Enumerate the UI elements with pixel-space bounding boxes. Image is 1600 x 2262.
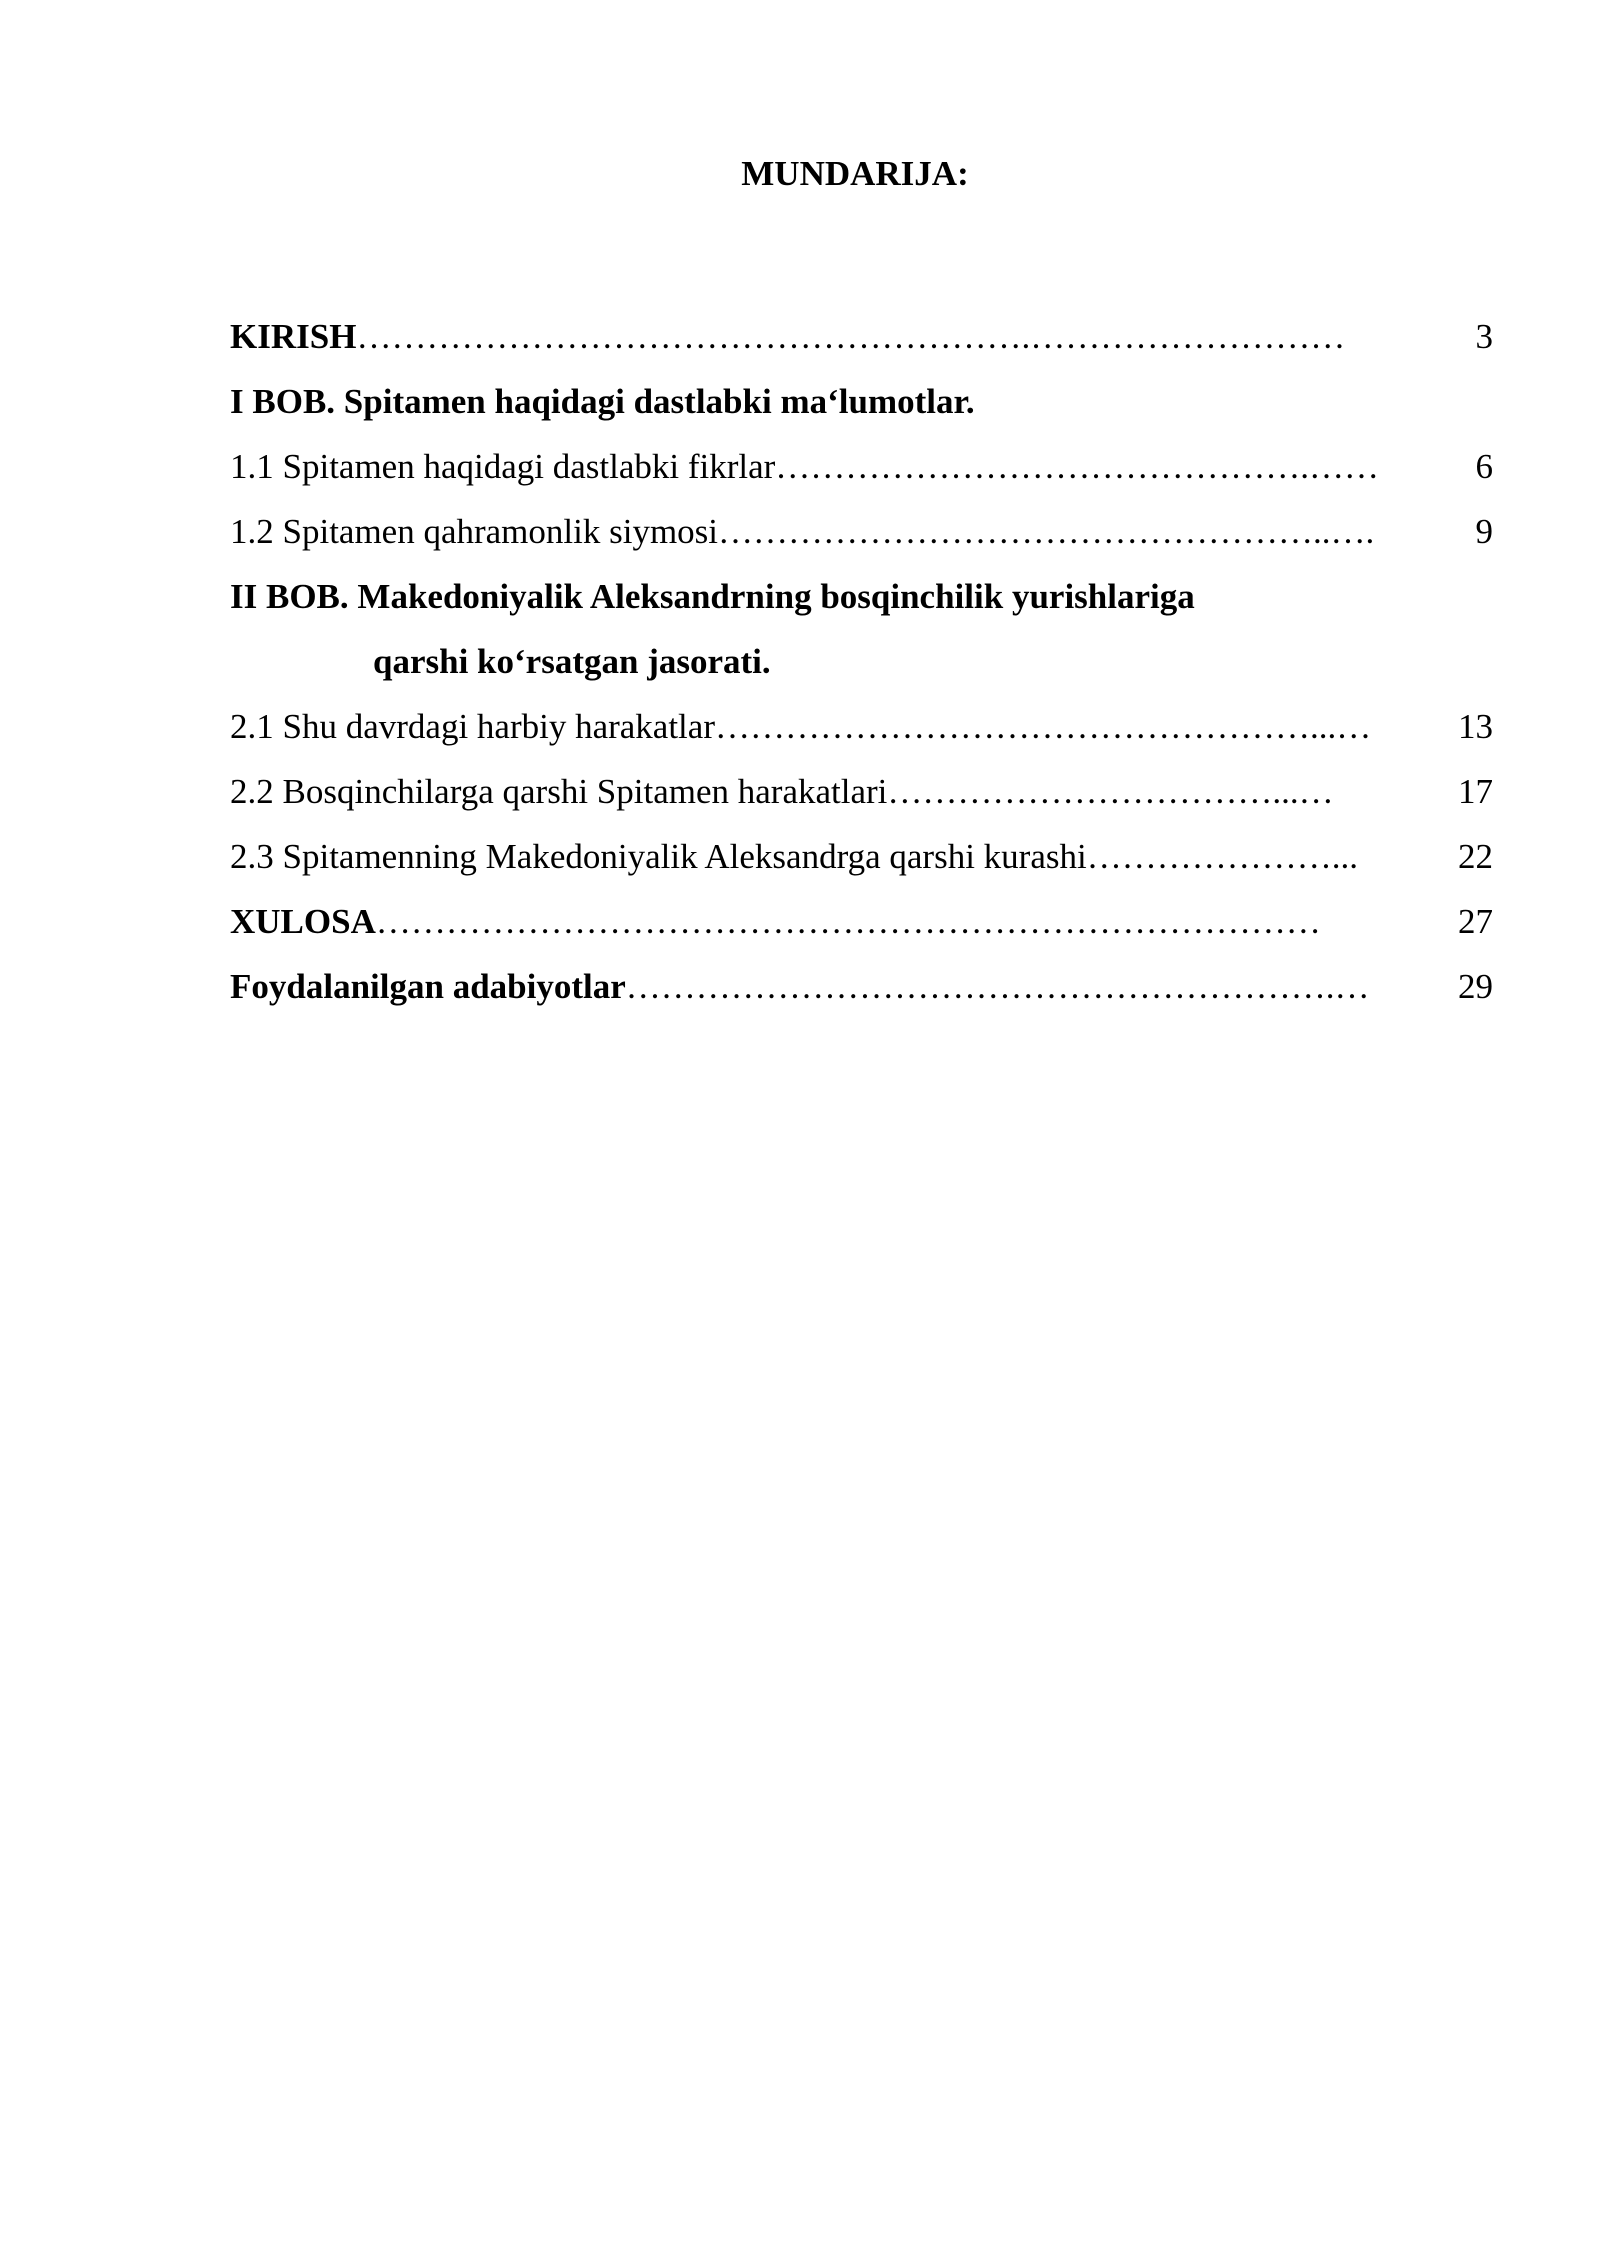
toc-page-number: 13 bbox=[1458, 706, 1493, 746]
toc-chapter-1-heading[interactable] bbox=[230, 369, 1493, 434]
toc-dot-leader: ……………………………………….…… bbox=[775, 446, 1380, 486]
toc-dot-leader: ……………………………………………..…. bbox=[718, 511, 1375, 551]
toc-entry-2-2[interactable] bbox=[230, 759, 1493, 824]
toc-chapter-label: II BOB. Makedoniyalik Aleksandrning bosqinchilik yurishlariga bbox=[230, 576, 1195, 616]
toc-page-number: 27 bbox=[1458, 901, 1493, 941]
toc-page-number: 22 bbox=[1458, 836, 1493, 876]
toc-page-number: 17 bbox=[1458, 771, 1493, 811]
toc-dot-leader: ……………………………………………...… bbox=[714, 706, 1372, 746]
toc-entry-label: 2.1 Shu davrdagi harbiy harakatlar bbox=[230, 706, 715, 746]
toc-entry-1-2[interactable] bbox=[230, 499, 1493, 564]
toc-dot-leader: ………………………………………………….……………………… bbox=[356, 316, 1346, 356]
toc-dot-leader: ……………………………...… bbox=[887, 771, 1334, 811]
toc-entry-1-1[interactable] bbox=[230, 434, 1493, 499]
toc-dot-leader: …………………... bbox=[1086, 836, 1358, 876]
toc-chapter-label: qarshi ko‘rsatgan jasorati. bbox=[373, 641, 771, 681]
toc-entry-2-1[interactable] bbox=[230, 694, 1493, 759]
toc-chapter-2-heading[interactable] bbox=[230, 564, 1493, 629]
toc-chapter-2-heading-continuation bbox=[230, 629, 1493, 694]
toc-entry-kirish[interactable] bbox=[230, 304, 1493, 369]
toc-entry-label: 2.2 Bosqinchilarga qarshi Spitamen harakatlari bbox=[230, 771, 888, 811]
toc-dot-leader: ……………………………………………………………………… bbox=[375, 901, 1321, 941]
toc-entry-label: 1.2 Spitamen qahramonlik siymosi bbox=[230, 511, 719, 551]
toc-entry-label: KIRISH bbox=[230, 316, 357, 356]
toc-entry-label: 2.3 Spitamenning Makedoniyalik Aleksandrga qarshi kurashi bbox=[230, 836, 1087, 876]
toc-page-number: 9 bbox=[1475, 511, 1493, 551]
toc-chapter-label: I BOB. Spitamen haqidagi dastlabki ma‘lumotlar. bbox=[230, 381, 975, 421]
page-title: MUNDARIJA: bbox=[741, 154, 969, 193]
toc-entry-2-3[interactable] bbox=[230, 824, 1493, 889]
toc-dot-leader: …………………………………………………….… bbox=[625, 966, 1370, 1006]
toc-entry-label: Foydalanilgan adabiyotlar bbox=[230, 966, 626, 1006]
toc-page-number: 3 bbox=[1475, 316, 1493, 356]
toc-page-number: 29 bbox=[1458, 966, 1493, 1006]
toc-page-number: 6 bbox=[1475, 446, 1493, 486]
toc-entry-label: XULOSA bbox=[230, 901, 376, 941]
toc-entry-label: 1.1 Spitamen haqidagi dastlabki fikrlar bbox=[230, 446, 776, 486]
table-of-contents bbox=[230, 304, 1493, 1019]
toc-entry-xulosa[interactable] bbox=[230, 889, 1493, 954]
toc-entry-adabiyotlar[interactable] bbox=[230, 954, 1493, 1019]
